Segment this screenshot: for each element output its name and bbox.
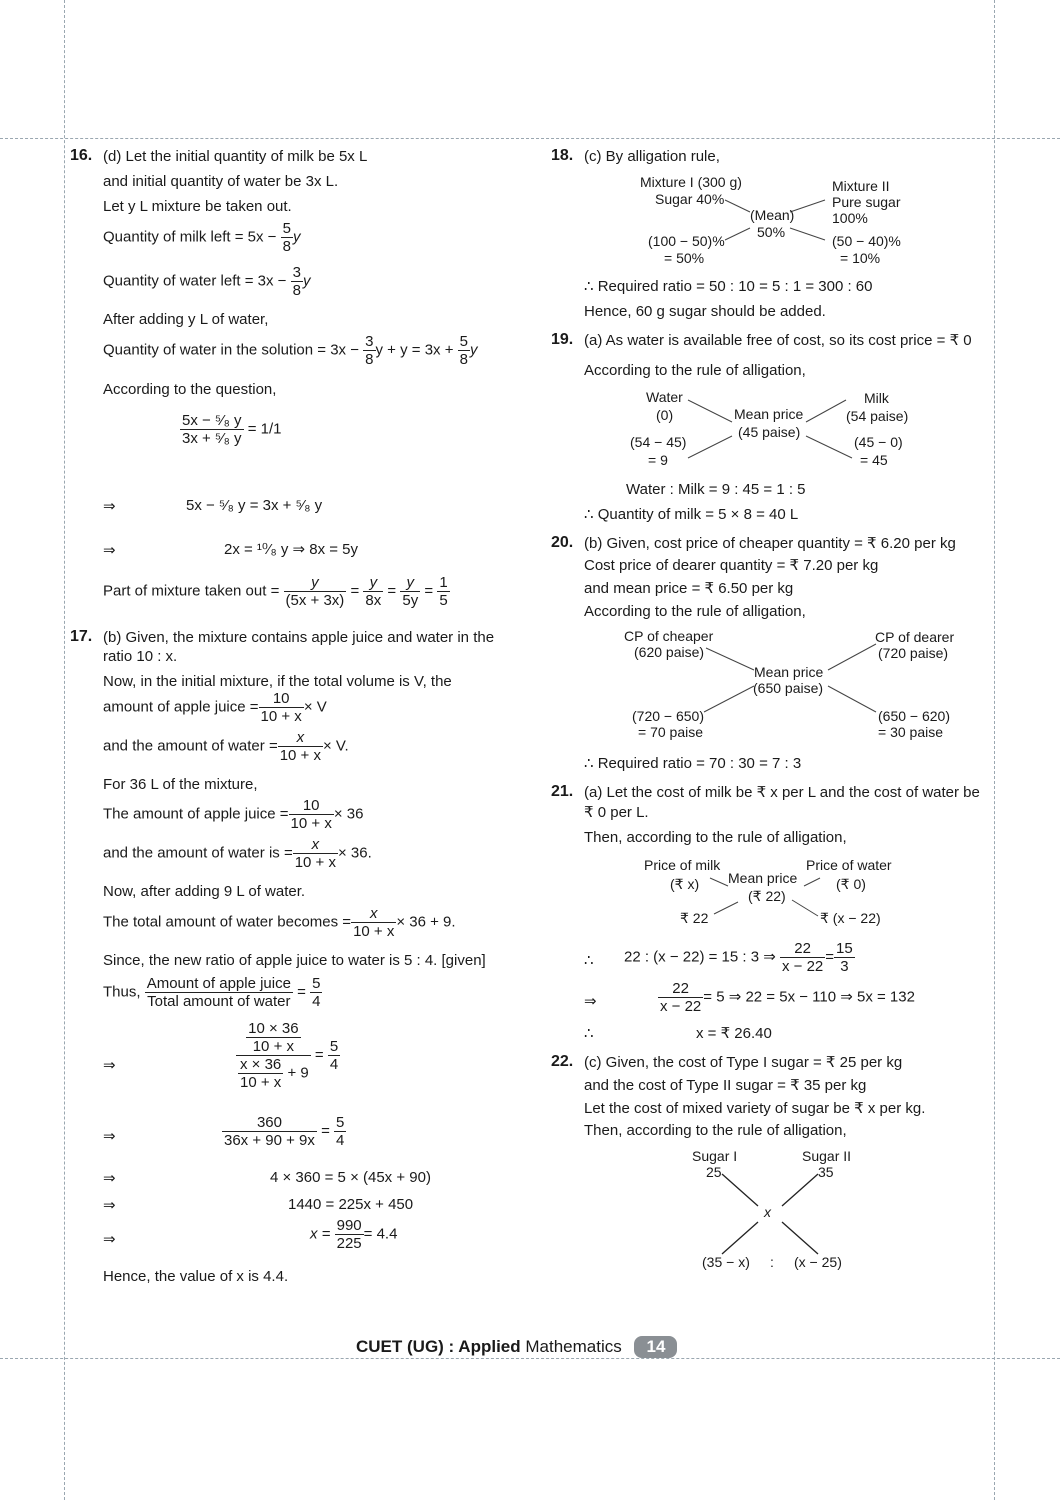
q22-diff1: (35 − x) <box>702 1254 750 1270</box>
q17-water-36: and the amount of water is = $\frac{x}{10 + x}$ × 36. <box>103 836 372 871</box>
q22-line4: Then, according to the rule of alligation, <box>584 1122 847 1139</box>
bottom-crop-line <box>0 1358 1060 1359</box>
q21-water-label: Price of water <box>806 857 892 873</box>
left-crop-line <box>64 0 65 1500</box>
q22-mean: x <box>764 1204 771 1220</box>
implies-symbol: ⇒ <box>103 1169 116 1187</box>
q19-water-price: (0) <box>656 407 674 423</box>
q22-ratio-colon: : <box>770 1254 774 1270</box>
q18-mix2-pure: Pure sugar <box>832 194 901 210</box>
q20-diff1: (720 − 650) <box>632 708 704 724</box>
q19-result1: Water : Milk = 9 : 45 = 1 : 5 <box>626 481 806 498</box>
q17-apple-juice-36: The amount of apple juice = $\frac{10}{10 + x}$ × 36 <box>103 797 364 832</box>
q21-milk-label: Price of milk <box>644 857 721 873</box>
q22-sugar2-price: 35 <box>818 1164 834 1180</box>
q20-alligation-diagram <box>620 626 960 742</box>
q17-water: and the amount of water = $\frac{x}{10 + x}$ × V. <box>103 729 349 764</box>
q20-result: ∴ Required ratio = 70 : 30 = 7 : 3 <box>584 755 802 772</box>
q22-diff2: (x − 25) <box>794 1254 842 1270</box>
q18-mix2-label: Mixture II <box>832 178 890 194</box>
q21-line3: Then, according to the rule of alligation, <box>584 829 847 846</box>
q16-eq1: $\frac{\text{5x − ⁵⁄₈ y}}{\text{3x + ⁵⁄₈ y}}$ = 1/1 <box>182 412 282 447</box>
q17-add9: Now, after adding 9 L of water. <box>103 883 306 900</box>
q19-diff1-val: = 9 <box>648 452 668 468</box>
q18-mean-label: (Mean) <box>750 207 795 223</box>
implies-symbol: ⇒ <box>103 1127 116 1145</box>
q16-line2: and initial quantity of water be 3x L. <box>103 173 339 190</box>
q18-result2: Hence, 60 g sugar should be added. <box>584 303 826 320</box>
q17-line1: (b) Given, the mixture contains apple juice and water in the <box>103 629 495 646</box>
q20-number: 20. <box>551 534 574 551</box>
q19-number: 19. <box>551 331 574 348</box>
q18-diff2-val: = 10% <box>840 250 881 266</box>
q16-part-taken: Part of mixture taken out = $\frac{y}{(5x + 3x)}$ = $\frac{y}{8x}$ = $\frac{y}{5y}$ = $\frac{1}{5}$ <box>103 574 448 609</box>
q19-diff1: (54 − 45) <box>630 434 687 450</box>
q19-line1: (a) As water is available free of cost, so its cost price = ₹ 0 <box>584 332 972 349</box>
q20-line1: (b) Given, cost price of cheaper quantity = ₹ 6.20 per kg <box>584 535 956 552</box>
q19-diff2: (45 − 0) <box>854 434 903 450</box>
q19-water-label: Water <box>646 389 683 405</box>
q21-water-price: (₹ 0) <box>836 876 866 892</box>
q16-eq2: 5x − ⁵⁄₈ y = 3x + ⁵⁄₈ y <box>186 497 323 514</box>
q16-number: 16. <box>70 147 93 164</box>
q17-step2: $\frac{360}{36x + 90 + 9x}$ = $\frac{5}{4}$ <box>224 1114 345 1149</box>
q17-for36: For 36 L of the mixture, <box>103 776 258 793</box>
q19-alligation-diagram <box>620 388 930 474</box>
q21-mean-label: Mean price <box>728 870 798 886</box>
q21-step3: x = ₹ 26.40 <box>696 1025 772 1042</box>
q22-line3: Let the cost of mixed variety of sugar be ₹ x per kg. <box>584 1100 926 1117</box>
q17-line3: Now, in the initial mixture, if the total volume is V, the <box>103 673 452 690</box>
q16-line3: Let y L mixture be taken out. <box>103 198 292 215</box>
q17-complex-fraction: $\frac{10 \times 36}{10 + x}$ $\frac{x \times 36}{10 + x}$ + 9 = $\frac{5}{4}$ <box>236 1020 340 1091</box>
q16-eq3: 2x = ¹⁰⁄₈ y ⇒ 8x = 5y <box>224 541 359 558</box>
q17-step3: 4 × 360 = 5 × (45x + 90) <box>270 1169 431 1186</box>
q22-number: 22. <box>551 1053 574 1070</box>
q22-sugar1-price: 25 <box>706 1164 722 1180</box>
q18-alligation-diagram <box>620 172 920 268</box>
q18-mean-value: 50% <box>757 224 786 240</box>
q22-alligation-diagram <box>680 1146 870 1276</box>
q16-water-left: Quantity of water left = 3x − $\frac{3}{8}$ y <box>103 264 311 299</box>
q22-line1: (c) Given, the cost of Type I sugar = ₹ 25 per kg <box>584 1054 903 1071</box>
q20-diff2-val: = 30 paise <box>878 724 943 740</box>
q19-mean-value: (45 paise) <box>738 424 801 440</box>
q20-diff1-val: = 70 paise <box>638 724 703 740</box>
implies-symbol: ⇒ <box>103 1056 116 1074</box>
q18-number: 18. <box>551 147 574 164</box>
q16-after: After adding y L of water, <box>103 311 269 328</box>
q21-milk-price: (₹ x) <box>670 876 700 892</box>
q21-diff2: ₹ (x − 22) <box>820 910 881 926</box>
q22-sugar2-label: Sugar II <box>802 1148 852 1164</box>
q16-line1: (d) Let the initial quantity of milk be 5x L <box>103 148 368 165</box>
q17-number: 17. <box>70 628 93 645</box>
q19-milk-price: (54 paise) <box>846 408 909 424</box>
implies-symbol: ⇒ <box>103 541 116 559</box>
q20-line4: According to the rule of alligation, <box>584 603 806 620</box>
q20-dearer-label: CP of dearer <box>875 629 955 645</box>
q17-thus: Thus, $\frac{\text{Amount of apple juice}}{\text{Total amount of water}}$ = $\frac{5}{4}$ <box>103 975 321 1010</box>
implies-symbol: ⇒ <box>584 992 597 1010</box>
q20-cheaper-label: CP of cheaper <box>624 628 714 644</box>
q20-line2: Cost price of dearer quantity = ₹ 7.20 per kg <box>584 557 879 574</box>
q21-line2: ₹ 0 per L. <box>584 804 649 821</box>
q19-milk-label: Milk <box>864 390 889 406</box>
q18-mix2-pct: 100% <box>832 210 868 226</box>
q17-apple-juice: amount of apple juice = $\frac{10}{10 + x}$ × V <box>103 690 327 725</box>
top-crop-line <box>0 138 1060 139</box>
implies-symbol: ⇒ <box>103 497 116 515</box>
q16-according: According to the question, <box>103 381 277 398</box>
q18-line1: (c) By alligation rule, <box>584 148 720 165</box>
q18-diff1: (100 − 50)% <box>648 233 725 249</box>
q18-result1: ∴ Required ratio = 50 : 10 = 5 : 1 = 300 : 60 <box>584 278 873 295</box>
page-number: 14 <box>634 1336 677 1358</box>
q21-number: 21. <box>551 783 574 800</box>
q19-diff2-val: = 45 <box>860 452 888 468</box>
q22-line2: and the cost of Type II sugar = ₹ 35 per kg <box>584 1077 867 1094</box>
q21-step2: $\frac{22}{x - 22}$ = 5 ⇒ 22 = 5x − 110 ⇒ 5x = 132 <box>660 980 915 1015</box>
q19-result2: ∴ Quantity of milk = 5 × 8 = 40 L <box>584 506 799 523</box>
q20-line3: and mean price = ₹ 6.50 per kg <box>584 580 794 597</box>
q18-mix1-label: Mixture I (300 g) <box>640 174 742 190</box>
q17-since: Since, the new ratio of apple juice to water is 5 : 4. [given] <box>103 952 486 969</box>
q20-cheaper-price: (620 paise) <box>634 644 705 660</box>
q19-mean-label: Mean price <box>734 406 804 422</box>
q17-total-water: The total amount of water becomes = $\frac{x}{10 + x}$ × 36 + 9. <box>103 905 456 940</box>
q21-step1: 22 : (x − 22) = 15 : 3 ⇒ $\frac{22}{x - 22}$ = $\frac{15}{3}$ <box>624 940 853 975</box>
q18-diff1-val: = 50% <box>664 250 705 266</box>
q16-milk-left: Quantity of milk left = 5x − $\frac{5}{8}$ y <box>103 220 301 255</box>
q18-mix1-sugar: Sugar 40% <box>655 191 725 207</box>
q19-line2: According to the rule of alligation, <box>584 362 806 379</box>
q17-step4: 1440 = 225x + 450 <box>288 1196 414 1213</box>
q21-line1: (a) Let the cost of milk be ₹ x per L and the cost of water be <box>584 784 980 801</box>
q20-mean-label: Mean price <box>754 664 824 680</box>
therefore-symbol: ∴ <box>584 1025 594 1042</box>
q20-mean-value: (650 paise) <box>753 680 824 696</box>
q22-sugar1-label: Sugar I <box>692 1148 738 1164</box>
q18-diff2: (50 − 40)% <box>832 233 901 249</box>
q17-hence: Hence, the value of x is 4.4. <box>103 1268 289 1285</box>
therefore-symbol: ∴ <box>584 952 594 969</box>
q21-mean-value: (₹ 22) <box>748 888 786 904</box>
q17-line2: ratio 10 : x. <box>103 648 178 665</box>
q17-step5: x = $\frac{990}{225}$ = 4.4 <box>310 1217 398 1252</box>
implies-symbol: ⇒ <box>103 1230 116 1248</box>
q21-alligation-diagram <box>630 856 910 928</box>
page-footer <box>356 1336 677 1358</box>
right-crop-line <box>994 0 995 1500</box>
q20-dearer-price: (720 paise) <box>878 645 949 661</box>
implies-symbol: ⇒ <box>103 1196 116 1214</box>
q21-diff1: ₹ 22 <box>680 910 709 926</box>
footer-subject: Mathematics <box>525 1337 622 1356</box>
q20-diff2: (650 − 620) <box>878 708 950 724</box>
footer-book-title: CUET (UG) : Applied <box>356 1337 521 1356</box>
q16-water-solution: Quantity of water in the solution = 3x − $\frac{3}{8}$ y + y = 3x + $\frac{5}{8}$ y <box>103 333 478 368</box>
